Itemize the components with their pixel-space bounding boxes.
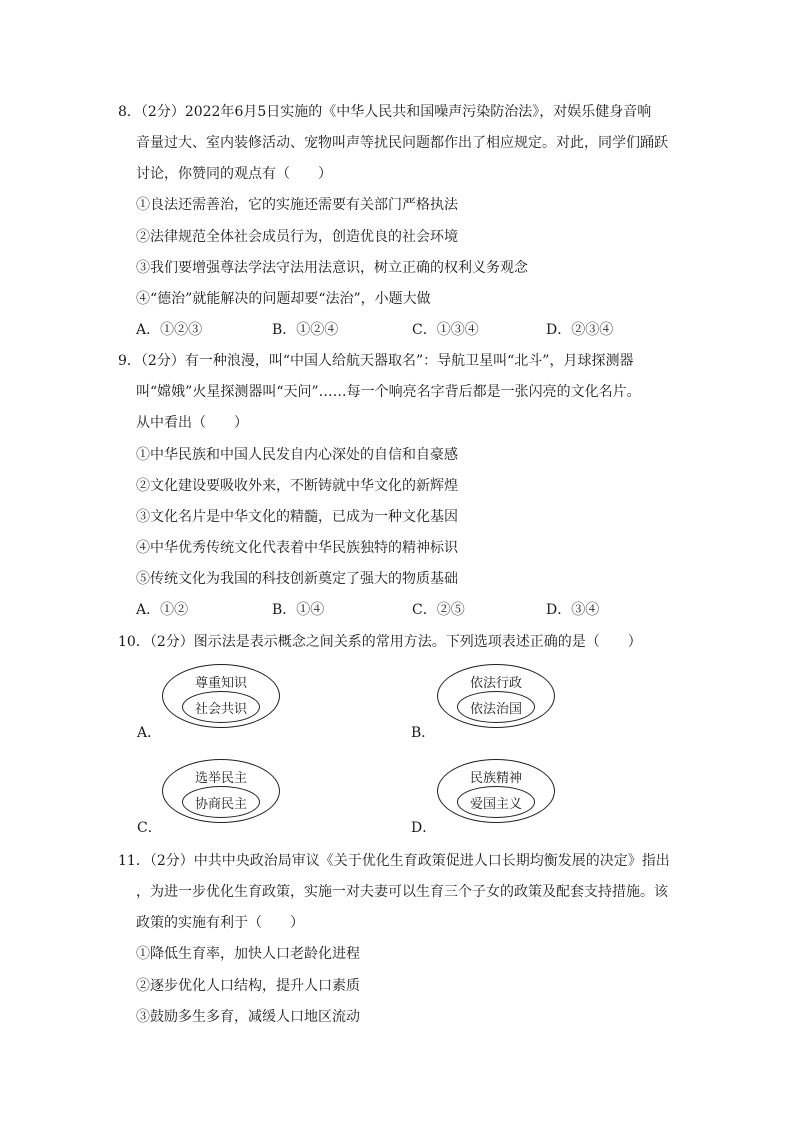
q10-diagram-a[interactable] [162,664,292,730]
q9-statement-1: ①中华民族和中国人民发自内心深处的自信和自豪感 [136,447,458,463]
q8-stem-line2: 音量过大、室内装修活动、宠物叫声等扰民问题都作出了相应规定。对此，同学们踊跃 [136,135,668,151]
q8-statement-4: ④“德治”就能解决的问题却要“法治”，小题大做 [136,291,431,307]
q11-stem-line2: ，为进一步优化生育政策，实施一对夫妻可以生育三个子女的政策及配套支持措施。该 [136,884,668,900]
q8-option-b[interactable]: B．①②④ [272,322,339,338]
q8-option-d[interactable]: D．②③④ [546,322,614,338]
q11-statement-3: ③鼓励多生多育，减缓人口地区流动 [136,1009,360,1025]
inner-concept-label: 社会共识 [194,702,247,717]
q8-option-c[interactable]: C．①③④ [412,322,479,338]
inner-concept-label: 依法治国 [469,702,522,717]
q10-option-b-label[interactable]: B． [411,725,436,741]
outer-concept-label: 依法行政 [469,676,522,691]
q8-stem-line1: 8．（2分）2022年6月5日实施的《中华人民共和国噪声污染防治法》，对娱乐健身音响 [118,104,652,120]
q9-option-b[interactable]: B．①④ [272,602,325,618]
inner-concept-label: 爱国主义 [469,797,522,812]
q10-stem: 10．（2分）图示法是表示概念之间关系的常用方法。下列选项表述正确的是（ ） [118,634,642,650]
q10-option-a-label[interactable]: A． [137,725,162,741]
q8-statement-3: ③我们要增强尊法学法守法用法意识，树立正确的权利义务观念 [136,260,528,276]
q8-stem-line3: 讨论，你赞同的观点有（ ） [136,166,332,182]
q9-stem-line2: 叫“嫦娥”火星探测器叫“天问”……每一个响亮名字背后都是一张闪亮的文化名片。 [136,384,641,400]
q9-statement-4: ④中华优秀传统文化代表着中华民族独特的精神标识 [136,540,458,556]
q9-option-c[interactable]: C．②⑤ [412,602,465,618]
q8-option-a[interactable]: A．①②③ [136,322,203,338]
q9-stem-line3: 从中看出（ ） [136,415,248,431]
q11-statement-1: ①降低生育率，加快人口老龄化进程 [136,946,360,962]
q10-diagram-b[interactable] [437,664,567,730]
outer-concept-label: 民族精神 [469,771,522,786]
q9-stem-line1: 9．（2分）有一种浪漫，叫“中国人给航天器取名”：导航卫星叫“北斗”，月球探测器 [118,353,634,369]
outer-concept-label: 选举民主 [194,771,247,786]
q10-option-c-label[interactable]: C． [137,820,162,836]
q8-statement-2: ②法律规范全体社会成员行为，创造优良的社会环境 [136,229,458,245]
q10-option-d-label[interactable]: D． [411,820,437,836]
q9-statement-3: ③文化名片是中华文化的精髓，已成为一种文化基因 [136,509,458,525]
q11-stem-line3: 政策的实施有利于（ ） [136,915,304,931]
q9-statement-2: ②文化建设要吸收外来，不断铸就中华文化的新辉煌 [136,478,458,494]
q11-statement-2: ②逐步优化人口结构，提升人口素质 [136,978,360,994]
q9-option-a[interactable]: A．①② [136,602,189,618]
inner-concept-label: 协商民主 [194,797,247,812]
outer-concept-label: 尊重知识 [194,676,247,691]
q9-statement-5: ⑤传统文化为我国的科技创新奠定了强大的物质基础 [136,571,458,587]
q10-diagram-c[interactable] [162,759,292,825]
q9-option-d[interactable]: D．③④ [546,602,600,618]
q10-diagram-d[interactable] [437,759,567,825]
q8-statement-1: ①良法还需善治，它的实施还需要有关部门严格执法 [136,197,458,213]
q11-stem-line1: 11．（2分）中共中央政治局审议《关于优化生育政策促进人口长期均衡发展的决定》指出 [118,853,670,869]
